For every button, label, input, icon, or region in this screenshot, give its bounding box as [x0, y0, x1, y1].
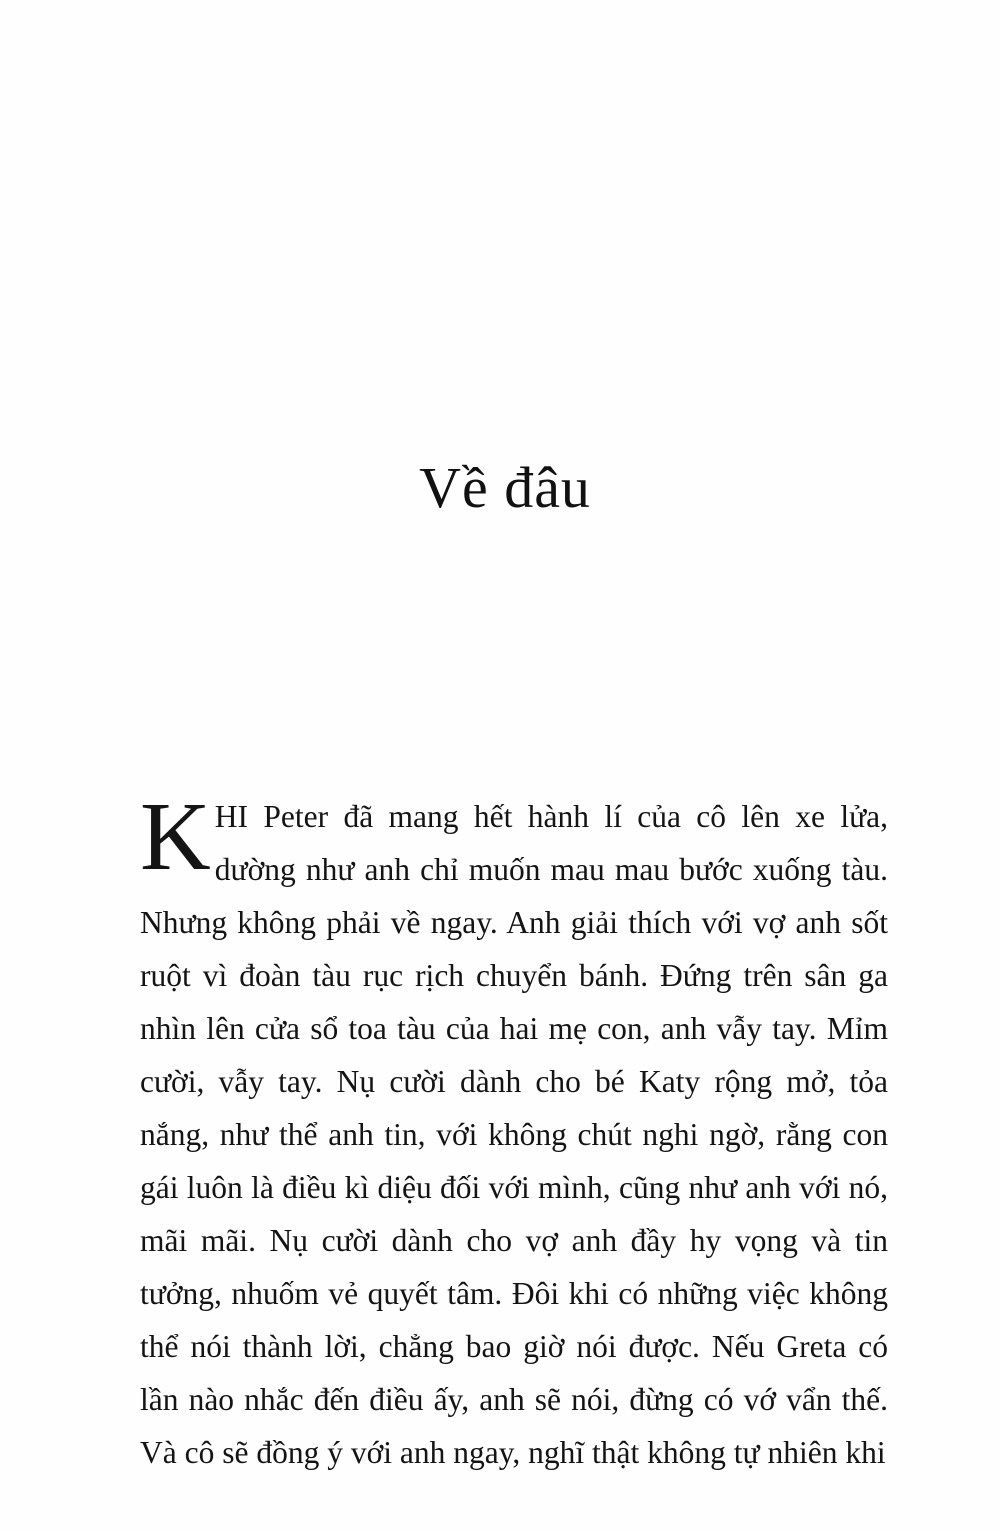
chapter-title: Về đâu	[419, 454, 591, 520]
paragraph: KHI Peter đã mang hết hành lí của cô lên xe lửa, dường như anh chỉ muốn mau mau bước xuống tàu. Nhưng không phải về ngay. Anh giải thích với vợ anh sốt ruột vì đoàn tàu rục rịch chuyển bánh. Đứng trên sân ga nhìn lên cửa sổ toa tàu của hai mẹ con, anh vẫy tay. Mỉm cười, vẫy tay. Nụ cười dành cho bé Katy rộng mở, tỏa nắng, như thể anh tin, với không chút nghi ngờ, rằng con gái luôn là điều kì diệu đối với mình, cũng như anh với nó, mãi mãi. Nụ cười dành cho vợ anh đầy hy vọng và tin tưởng, nhuốm vẻ quyết tâm. Đôi khi có những việc không thể nói thành lời, chẳng bao giờ nói được. Nếu Greta có lần nào nhắc đến điều ấy, anh sẽ nói, đừng có vớ vẩn thế. Và cô sẽ đồng ý với anh ngay, nghĩ thật không tự nhiên khi	[140, 783, 888, 1470]
body-text-block	[140, 783, 888, 1479]
